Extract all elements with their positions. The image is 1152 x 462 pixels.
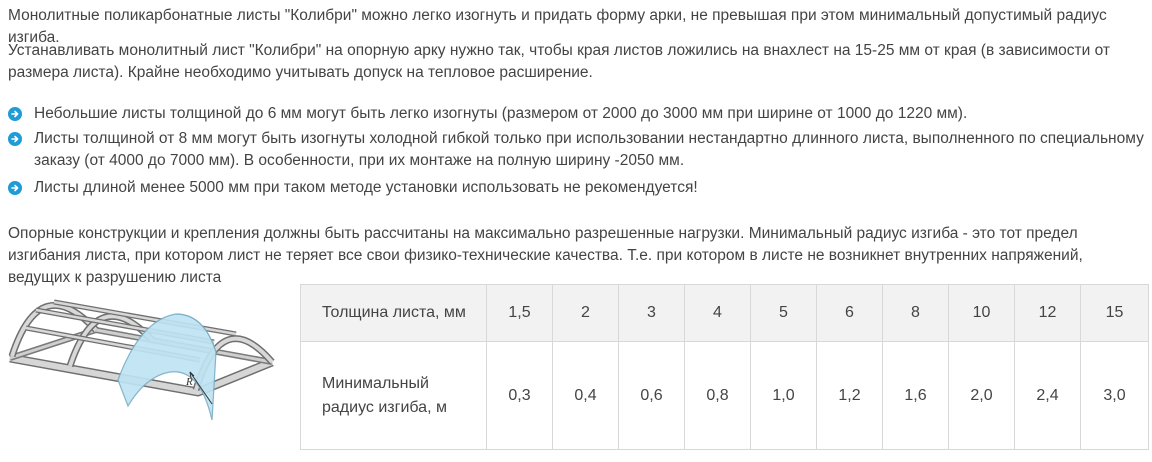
arrow-right-circle-icon <box>8 107 22 121</box>
thickness-header: Толщина листа, мм <box>301 285 487 342</box>
bullet-text: Листы толщиной от 8 мм могут быть изогнуты холодной гибкой только при использовании нестандартно длинного листа, выполненного по специальному заказу (от 4000 до 7000 мм). В особенности, при их монтаже на полную ширину -2050 мм. <box>34 130 1144 169</box>
intro-paragraph: Монолитные поликарбонатные листы "Колибри" можно легко изогнуть и придать форму арки, не превышая при этом минимальный допустимый радиус изгиба. <box>8 7 1107 46</box>
arrow-right-circle-icon <box>8 132 22 146</box>
bullet-item-thick-sheets <box>8 128 1148 172</box>
bullet-item-length-warning <box>8 177 1148 199</box>
thickness-cell: 4 <box>685 285 751 342</box>
thickness-row <box>301 285 1149 342</box>
bullet-item-small-sheets <box>8 103 1148 125</box>
thickness-cell: 8 <box>883 285 949 342</box>
arch-frame-illustration <box>0 280 290 430</box>
thickness-cell: 6 <box>817 285 883 342</box>
radius-cell: 1,2 <box>817 342 883 450</box>
radius-cell: 0,8 <box>685 342 751 450</box>
radius-cell: 3,0 <box>1081 342 1149 450</box>
thickness-cell: 12 <box>1015 285 1081 342</box>
thickness-cell: 5 <box>751 285 817 342</box>
radius-cell: 2,4 <box>1015 342 1081 450</box>
bullet-text: Небольшие листы толщиной до 6 мм могут быть легко изогнуты (размером от 2000 до 3000 мм при ширине от 1000 до 1220 мм). <box>34 105 968 122</box>
bend-radius-table <box>300 284 1149 450</box>
thickness-cell: 1,5 <box>487 285 553 342</box>
bullet-text: Листы длиной менее 5000 мм при таком методе установки использовать не рекомендуется! <box>34 179 698 196</box>
radius-label: R <box>186 376 193 388</box>
radius-cell: 1,6 <box>883 342 949 450</box>
radius-cell: 0,6 <box>619 342 685 450</box>
radius-cell: 2,0 <box>949 342 1015 450</box>
radius-cell: 0,3 <box>487 342 553 450</box>
radius-cell: 0,4 <box>553 342 619 450</box>
thickness-cell: 2 <box>553 285 619 342</box>
thickness-cell: 15 <box>1081 285 1149 342</box>
thickness-cell: 10 <box>949 285 1015 342</box>
bullet-list <box>8 103 1148 202</box>
arrow-right-circle-icon <box>8 181 22 195</box>
radius-row <box>301 342 1149 450</box>
supports-paragraph: Опорные конструкции и крепления должны быть рассчитаны на максимально разрешенные нагрузки. Минимальный радиус изгиба - это тот предел изгибания листа, при котором лист не теряет все свои физико-технические качества. Т.е. при котором в листе не возникнет внутренних напряжений, ведущих к разрушению листа <box>8 225 1083 286</box>
install-paragraph: Устанавливать монолитный лист "Колибри" на опорную арку нужно так, чтобы края листов ложились на внахлест на 15-25 мм от края (в зависимости от размера листа). Крайне необходимо учитывать допуск на тепловое расширение. <box>8 42 1110 81</box>
thickness-cell: 3 <box>619 285 685 342</box>
radius-header: Минимальный радиус изгиба, м <box>301 342 487 450</box>
radius-cell: 1,0 <box>751 342 817 450</box>
